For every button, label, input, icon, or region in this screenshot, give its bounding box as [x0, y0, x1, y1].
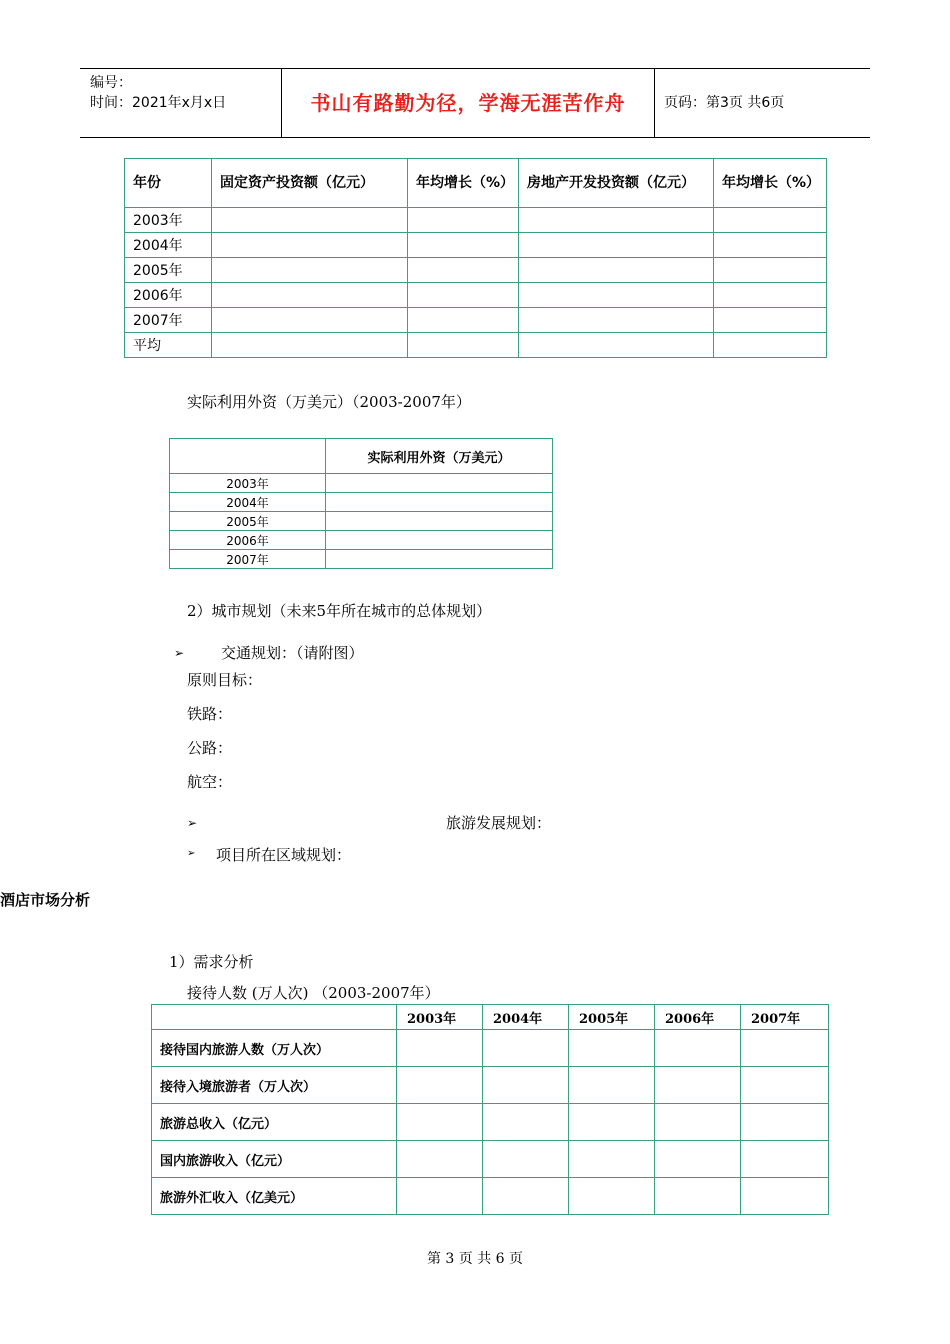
table-cell [519, 208, 714, 233]
table-row [170, 512, 553, 531]
row-label: 旅游外汇收入（亿美元） [152, 1178, 397, 1215]
row-label: 2004年 [170, 493, 326, 512]
table-cell [397, 1178, 483, 1215]
row-label: 接待国内旅游人数（万人次） [152, 1030, 397, 1067]
table-cell [741, 1141, 829, 1178]
reception-caption: 接待人数 (万人次) （2003-2007年） [187, 984, 440, 1002]
table-row [170, 550, 553, 569]
table-cell [655, 1067, 741, 1104]
traffic-item: 航空： [187, 773, 233, 791]
table-cell [397, 1141, 483, 1178]
table-cell [483, 1067, 569, 1104]
table-header-row [170, 439, 553, 474]
table-row [125, 283, 827, 308]
table-cell [569, 1104, 655, 1141]
arrow-bullet-icon: ➢ [187, 816, 198, 830]
table-cell [326, 550, 553, 569]
table-cell [714, 233, 827, 258]
table-row [125, 258, 827, 283]
header-cell: 年均增长（%） [714, 159, 827, 208]
table-cell [483, 1030, 569, 1067]
table-row [170, 493, 553, 512]
header-cell [152, 1005, 397, 1030]
table-cell [212, 333, 408, 358]
table-cell [212, 208, 408, 233]
table-row [152, 1067, 829, 1104]
header-page-number: 页码：第3页 共6页 [664, 95, 785, 111]
table-cell [326, 474, 553, 493]
table-cell [655, 1104, 741, 1141]
row-label: 2003年 [125, 208, 212, 233]
table-row [170, 474, 553, 493]
table-cell [408, 308, 519, 333]
table-cell [212, 258, 408, 283]
tourism-plan: 旅游发展规划： [446, 814, 552, 832]
row-label: 2006年 [125, 283, 212, 308]
table-row [152, 1030, 829, 1067]
table-row [125, 333, 827, 358]
table-cell [519, 283, 714, 308]
table-cell [741, 1104, 829, 1141]
table-cell [408, 233, 519, 258]
table-cell [408, 283, 519, 308]
section-title: 2）城市规划（未来5年所在城市的总体规划） [187, 602, 492, 620]
row-label: 2004年 [125, 233, 212, 258]
traffic-item: 原则目标： [187, 671, 263, 689]
row-label: 2007年 [170, 550, 326, 569]
row-label: 2003年 [170, 474, 326, 493]
row-label: 平均 [125, 333, 212, 358]
table-cell [326, 531, 553, 550]
table-header-row [152, 1005, 829, 1030]
table-cell [741, 1030, 829, 1067]
row-label: 旅游总收入（亿元） [152, 1104, 397, 1141]
header-cell: 年份 [125, 159, 212, 208]
header-divider [654, 69, 655, 137]
table-cell [212, 233, 408, 258]
project-plan: 项目所在区域规划： [216, 846, 352, 864]
table-cell [655, 1178, 741, 1215]
table-cell [397, 1030, 483, 1067]
row-label: 2005年 [170, 512, 326, 531]
table-cell [519, 258, 714, 283]
table-cell [519, 333, 714, 358]
table-cell [714, 208, 827, 233]
table-cell [741, 1067, 829, 1104]
header-cell: 年均增长（%） [408, 159, 519, 208]
table-cell [714, 308, 827, 333]
header-cell: 固定资产投资额（亿元） [212, 159, 408, 208]
arrow-bullet-icon: ➢ [187, 848, 196, 859]
tourism-table [151, 1004, 829, 1215]
number-label: 编号： [90, 75, 132, 91]
row-label: 2007年 [125, 308, 212, 333]
table-cell [714, 333, 827, 358]
table-cell [569, 1141, 655, 1178]
header-cell [170, 439, 326, 474]
table-cell [397, 1104, 483, 1141]
table-row [125, 208, 827, 233]
table-cell [569, 1067, 655, 1104]
header-cell: 2007年 [741, 1005, 829, 1030]
table-cell [326, 493, 553, 512]
table-cell [741, 1178, 829, 1215]
header-cell: 房地产开发投资额（亿元） [519, 159, 714, 208]
table-cell [483, 1104, 569, 1141]
arrow-bullet-icon: ➢ [174, 646, 185, 660]
row-label: 2005年 [125, 258, 212, 283]
table-cell [655, 1141, 741, 1178]
table-cell [569, 1030, 655, 1067]
table-cell [519, 308, 714, 333]
traffic-plan-title: 交通规划：（请附图） [221, 644, 364, 662]
table-row [152, 1141, 829, 1178]
table-cell [408, 208, 519, 233]
table-row [170, 531, 553, 550]
table-cell [408, 333, 519, 358]
header-cell: 2005年 [569, 1005, 655, 1030]
header-cell: 2006年 [655, 1005, 741, 1030]
table-cell [397, 1067, 483, 1104]
table-row [125, 308, 827, 333]
investment-table [124, 158, 827, 358]
table-cell [326, 512, 553, 531]
traffic-item: 公路： [187, 739, 233, 757]
demand-title: 1）需求分析 [169, 953, 254, 971]
table-row [152, 1178, 829, 1215]
header-motto: 书山有路勤为径，学海无涯苦作舟 [310, 91, 626, 115]
traffic-item: 铁路： [187, 705, 233, 723]
fdi-caption: 实际利用外资（万美元）（2003-2007年） [187, 393, 471, 411]
table-header-row [125, 159, 827, 208]
time-label: 时间：2021年x月x日 [90, 95, 227, 111]
header-cell: 2004年 [483, 1005, 569, 1030]
hotel-market-heading: 酒店市场分析 [0, 891, 91, 909]
table-cell [212, 308, 408, 333]
table-row [152, 1104, 829, 1141]
page-header [80, 68, 870, 138]
table-cell [519, 233, 714, 258]
row-label: 2006年 [170, 531, 326, 550]
table-cell [212, 283, 408, 308]
row-label: 接待入境旅游者（万人次） [152, 1067, 397, 1104]
table-cell [714, 283, 827, 308]
table-cell [714, 258, 827, 283]
header-cell: 2003年 [397, 1005, 483, 1030]
table-row [125, 233, 827, 258]
table-cell [483, 1141, 569, 1178]
table-cell [569, 1178, 655, 1215]
table-cell [655, 1030, 741, 1067]
page-footer: 第 3 页 共 6 页 [426, 1251, 524, 1267]
row-label: 国内旅游收入（亿元） [152, 1141, 397, 1178]
table-cell [483, 1178, 569, 1215]
header-left [90, 73, 226, 113]
header-cell: 实际利用外资（万美元） [326, 439, 553, 474]
table-cell [408, 258, 519, 283]
fdi-table [169, 438, 553, 569]
